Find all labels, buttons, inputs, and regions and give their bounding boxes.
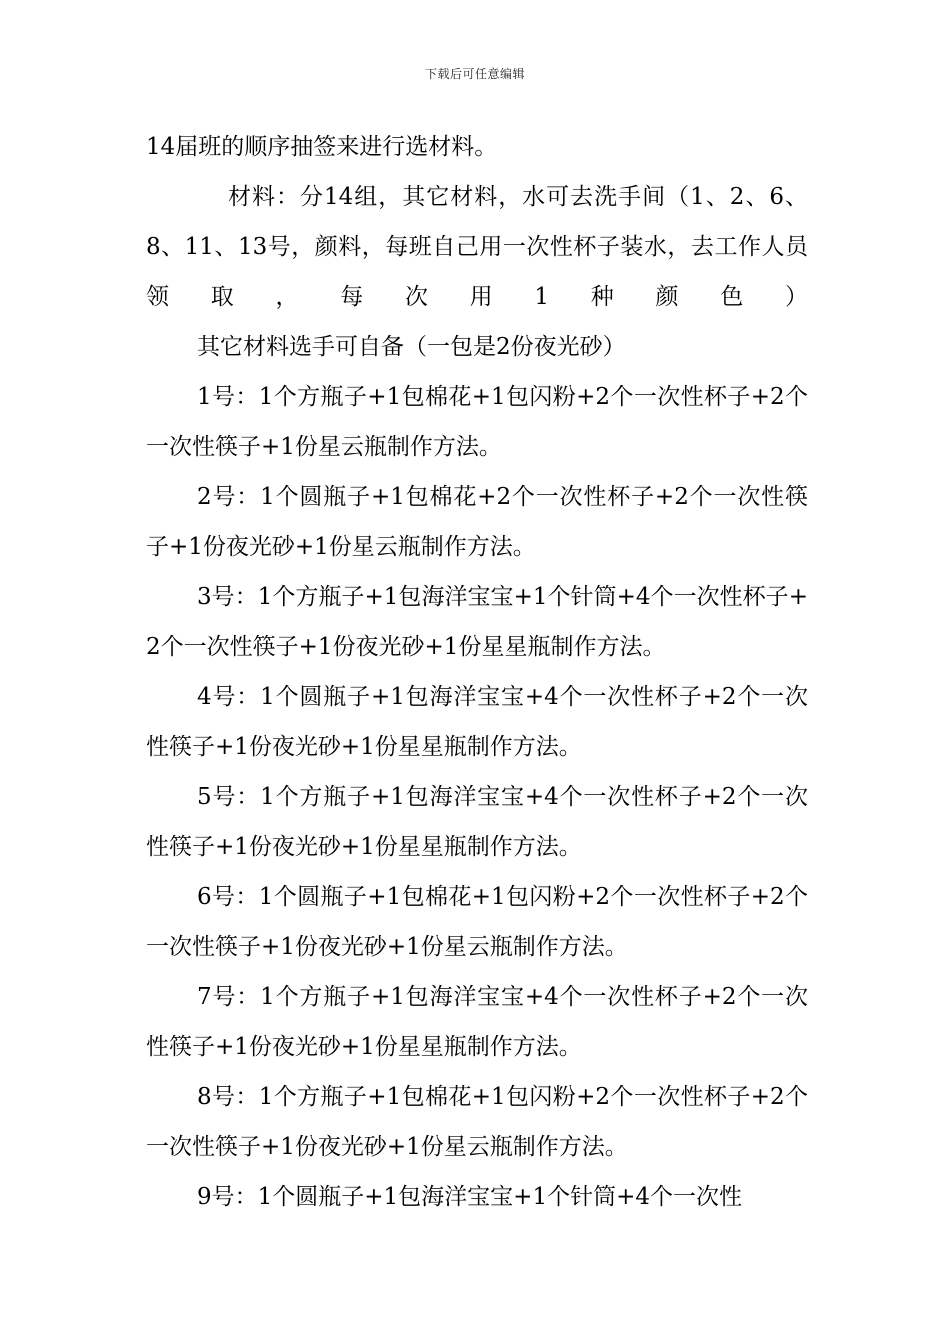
paragraph-own-materials: 其它材料选手可自备（一包是2份夜光砂）	[197, 334, 626, 360]
paragraph-intro: 14届班的顺序抽签来进行选材料。	[146, 134, 498, 160]
paragraph-group-7: 7号：1个方瓶子+1包海洋宝宝+4个一次性杯子+2个一次性筷子+1份夜光砂+1份星星瓶制作方法。	[146, 984, 808, 1060]
paragraph-materials: 材料：分14组，其它材料，水可去洗手间（1、2、6、8、11、13号，颜料，每班自己用一次性杯子装水，去工作人员领取，每次用1种颜色）	[146, 184, 808, 310]
paragraph-group-2: 2号：1个圆瓶子+1包棉花+2个一次性杯子+2个一次性筷子+1份夜光砂+1份星云瓶制作方法。	[146, 484, 808, 560]
paragraph-group-5: 5号：1个方瓶子+1包海洋宝宝+4个一次性杯子+2个一次性筷子+1份夜光砂+1份星星瓶制作方法。	[146, 784, 808, 860]
document-body	[146, 122, 808, 1222]
paragraph-group-4: 4号：1个圆瓶子+1包海洋宝宝+4个一次性杯子+2个一次性筷子+1份夜光砂+1份星星瓶制作方法。	[146, 684, 808, 760]
page-header: 下载后可任意编辑	[424, 67, 525, 81]
paragraph-group-8: 8号：1个方瓶子+1包棉花+1包闪粉+2个一次性杯子+2个一次性筷子+1份夜光砂+1份星云瓶制作方法。	[146, 1084, 808, 1160]
paragraph-group-1: 1号：1个方瓶子+1包棉花+1包闪粉+2个一次性杯子+2个一次性筷子+1份星云瓶制作方法。	[146, 384, 808, 460]
paragraph-group-3: 3号：1个方瓶子+1包海洋宝宝+1个针筒+4个一次性杯子+2个一次性筷子+1份夜光砂+1份星星瓶制作方法。	[146, 584, 808, 660]
paragraph-group-9: 9号：1个圆瓶子+1包海洋宝宝+1个针筒+4个一次性	[197, 1184, 742, 1210]
paragraph-group-6: 6号：1个圆瓶子+1包棉花+1包闪粉+2个一次性杯子+2个一次性筷子+1份夜光砂+1份星云瓶制作方法。	[146, 884, 808, 960]
